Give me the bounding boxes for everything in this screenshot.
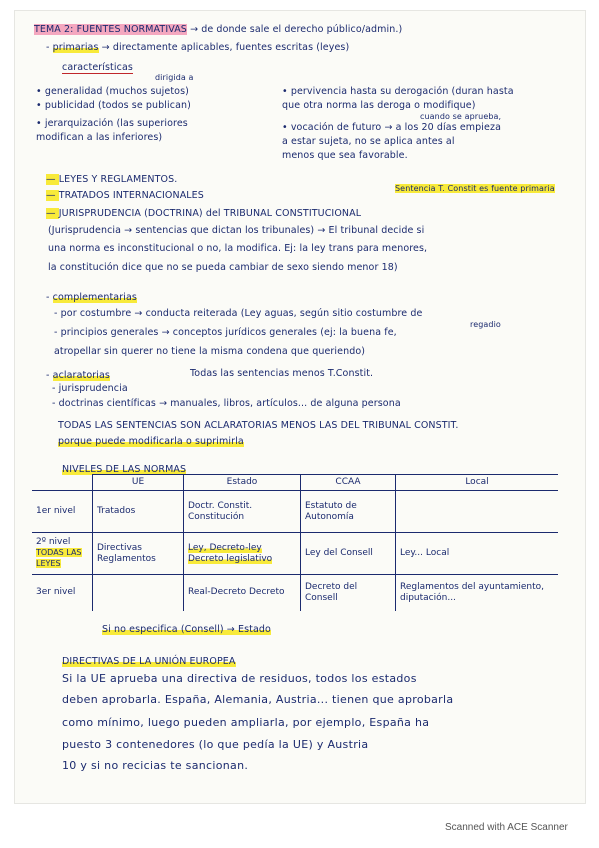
- table-cell: 2º nivel TODAS LAS LEYES: [32, 533, 93, 575]
- table-row: [32, 575, 558, 611]
- table-cell: [396, 491, 559, 533]
- char-item: que otra norma las deroga o modifique): [282, 100, 476, 111]
- table-row: [32, 533, 558, 575]
- table-header: UE: [93, 475, 184, 491]
- char-item: modifican a las inferiores): [36, 132, 163, 143]
- char-item: menos que sea favorable.: [282, 150, 408, 161]
- table-cell: Reglamentos del ayuntamiento, diputación...: [396, 575, 559, 611]
- table-cell: Estatuto de Autonomía: [301, 491, 396, 533]
- directivas-line: como mínimo, luego pueden ampliarla, por ejemplo, España ha: [62, 716, 430, 729]
- aclaratoria-sentence: TODAS LAS SENTENCIAS SON ACLARATORIAS MENOS LAS DEL TRIBUNAL CONSTIT.: [58, 420, 459, 431]
- char-item: • generalidad (muchos sujetos): [36, 86, 189, 97]
- aclaratorias-note: Todas las sentencias menos T.Constit.: [190, 368, 374, 379]
- niveles-title: NIVELES DE LAS NORMAS: [62, 464, 187, 475]
- jurisprudencia-item: — JURISPRUDENCIA (DOCTRINA) del TRIBUNAL CONSTITUCIONAL: [46, 208, 362, 219]
- complementarias-row: - complementarias: [46, 292, 137, 303]
- todas-leyes-note: TODAS LAS LEYES: [36, 548, 82, 568]
- directivas-line: deben aprobarla. España, Alemania, Austria... tienen que aprobarla: [62, 693, 454, 706]
- page-title: TEMA 2: FUENTES NORMATIVAS: [34, 24, 187, 35]
- table-header: Estado: [184, 475, 301, 491]
- table-header: CCAA: [301, 475, 396, 491]
- sentencia-note: Sentencia T. Constit es fuente primaria: [395, 184, 555, 193]
- table-header-row: [32, 475, 558, 491]
- table-cell: [32, 475, 93, 491]
- table-cell: Real-Decreto Decreto: [184, 575, 301, 611]
- directivas-line: 10 y si no recicias te sancionan.: [62, 759, 249, 772]
- table-cell: Directivas Reglamentos: [93, 533, 184, 575]
- primarias-label: primarias: [52, 42, 99, 53]
- table-cell: Ley, Decreto-ley Decreto legislativo: [184, 533, 301, 575]
- juris-line: la constitución dice que no se pueda cambiar de sexo siendo menor 18): [48, 262, 398, 273]
- aclaratorias-row: - aclaratorias: [46, 370, 110, 381]
- regadio-note: regadio: [470, 320, 501, 329]
- primarias-row: - primarias → directamente aplicables, fuentes escritas (leyes): [46, 42, 350, 53]
- directivas-line: Si la UE aprueba una directiva de residuos, todos los estados: [62, 672, 417, 685]
- complementaria-item: atropellar sin querer no tiene la misma condena que queriendo): [54, 346, 366, 357]
- table-row: [32, 491, 558, 533]
- title-description: → de donde sale el derecho público/admin.): [190, 24, 403, 35]
- primarias-desc: → directamente aplicables, fuentes escritas (leyes): [101, 42, 350, 53]
- char-item: • publicidad (todos se publican): [36, 100, 191, 111]
- char-item: • jerarquización (las superiores: [36, 118, 188, 129]
- title-row: [34, 24, 402, 35]
- si-no-especifica: Si no especifica (Consell) → Estado: [102, 624, 271, 635]
- scanner-watermark: Scanned with ACE Scanner: [445, 822, 568, 833]
- directivas-line: puesto 3 contenedores (lo que pedía la UE) y Austria: [62, 738, 369, 751]
- table-cell: Ley del Consell: [301, 533, 396, 575]
- leyes-item: — LEYES Y REGLAMENTOS.: [46, 174, 178, 185]
- table-cell: 1er nivel: [32, 491, 93, 533]
- dirigida-note: dirigida a: [155, 73, 194, 82]
- complementaria-item: - por costumbre → conducta reiterada (Ley aguas, según sitio costumbre de: [54, 308, 423, 319]
- caracteristicas-label: características: [62, 62, 133, 73]
- niveles-table: [32, 474, 558, 611]
- char-item: a estar sujeta, no se aplica antes al: [282, 136, 455, 147]
- table-cell: Doctr. Constit. Constitución: [184, 491, 301, 533]
- complementaria-item: - principios generales → conceptos jurídicos generales (ej: la buena fe,: [54, 327, 397, 338]
- aclaratoria-sentence: porque puede modificarla o suprimirla: [58, 436, 244, 447]
- table-cell: [93, 575, 184, 611]
- juris-line: (Jurisprudencia → sentencias que dictan los tribunales) → El tribunal decide si: [48, 225, 425, 236]
- aclaratoria-item: - jurisprudencia: [52, 383, 128, 394]
- table-cell: Ley... Local: [396, 533, 559, 575]
- char-item: • vocación de futuro → a los 20 días empieza: [282, 122, 501, 133]
- table-cell: Decreto del Consell: [301, 575, 396, 611]
- aclaratoria-item: - doctrinas científicas → manuales, libros, artículos... de alguna persona: [52, 398, 401, 409]
- table-cell: 3er nivel: [32, 575, 93, 611]
- tratados-item: — TRATADOS INTERNACIONALES: [46, 190, 204, 201]
- directivas-title: DIRECTIVAS DE LA UNIÓN EUROPEA: [62, 656, 236, 667]
- table-cell: Tratados: [93, 491, 184, 533]
- table-header: Local: [396, 475, 559, 491]
- char-item: • pervivencia hasta su derogación (duran hasta: [282, 86, 514, 97]
- juris-line: una norma es inconstitucional o no, la modifica. Ej: la ley trans para menores,: [48, 243, 428, 254]
- cuando-note: cuando se aprueba,: [420, 112, 502, 121]
